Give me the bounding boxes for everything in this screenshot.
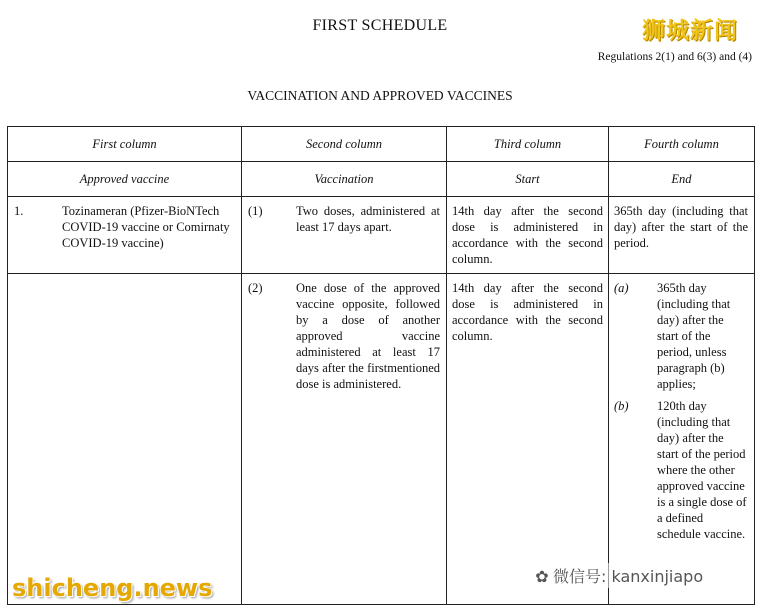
end-cell xyxy=(609,274,755,605)
start-cell xyxy=(447,197,609,274)
watermark-wechat xyxy=(528,563,706,588)
paragraph-text-b: 120th day (including that day) after the start of the period where the other approved vaccine is a single dose of a defined schedule vaccine. xyxy=(657,399,747,541)
wechat-icon: ✿ xyxy=(535,567,549,586)
paragraph-text-a: 365th day (including that day) after the start of the period, unless paragraph (b) applies; xyxy=(657,281,731,391)
column-header-2: Second column xyxy=(242,127,447,162)
subheader-approved-vaccine: Approved vaccine xyxy=(8,162,242,197)
subheader-start: Start xyxy=(447,162,609,197)
regulations-reference: Regulations 2(1) and 6(3) and (4) xyxy=(597,51,752,63)
paragraph-label-b: (b) xyxy=(614,399,629,413)
vaccine-cell-empty xyxy=(8,274,242,605)
end-cell xyxy=(609,197,755,274)
vaccination-text: One dose of the approved vaccine opposite, followed by a dose of another approved vaccine administered at least 17 days after the firstmentioned dose is administered. xyxy=(296,281,440,391)
subheader-vaccination: Vaccination xyxy=(242,162,447,197)
vaccine-cell xyxy=(8,197,242,274)
subheader-end: End xyxy=(609,162,755,197)
watermark-site: shicheng.news xyxy=(12,574,213,602)
vaccination-cell xyxy=(242,197,447,274)
end-text: 365th day (including that day) after the start of the period. xyxy=(614,204,748,250)
vaccination-text: Two doses, administered at least 17 days apart. xyxy=(296,204,440,234)
table-row xyxy=(8,274,755,605)
end-paragraph-b xyxy=(609,398,754,542)
column-header-row xyxy=(8,127,755,162)
column-header-3: Third column xyxy=(447,127,609,162)
vaccine-schedule-table xyxy=(7,126,755,605)
vaccine-name: Tozinameran (Pfizer-BioNTech COVID-19 vaccine or Comirnaty COVID-19 vaccine) xyxy=(62,204,230,250)
vaccination-number: (1) xyxy=(248,204,263,218)
start-text: 14th day after the second dose is administered in accordance with the second column. xyxy=(452,281,603,343)
page-title: FIRST SCHEDULE xyxy=(312,17,448,34)
vaccination-cell xyxy=(242,274,447,605)
subheader-row xyxy=(8,162,755,197)
schedule-subtitle: VACCINATION AND APPROVED VACCINES xyxy=(247,88,513,103)
watermark-logo: 狮城新闻 xyxy=(642,18,738,44)
column-header-1: First column xyxy=(8,127,242,162)
column-header-4: Fourth column xyxy=(609,127,755,162)
start-text: 14th day after the second dose is administered in accordance with the second column. xyxy=(452,204,603,266)
row-number: 1. xyxy=(14,204,24,218)
table-row xyxy=(8,197,755,274)
wechat-id: 微信号: kanxinjiapo xyxy=(553,567,704,586)
end-paragraph-a xyxy=(609,280,754,392)
vaccination-number: (2) xyxy=(248,281,263,295)
start-cell xyxy=(447,274,609,605)
paragraph-label-a: (a) xyxy=(614,281,629,295)
